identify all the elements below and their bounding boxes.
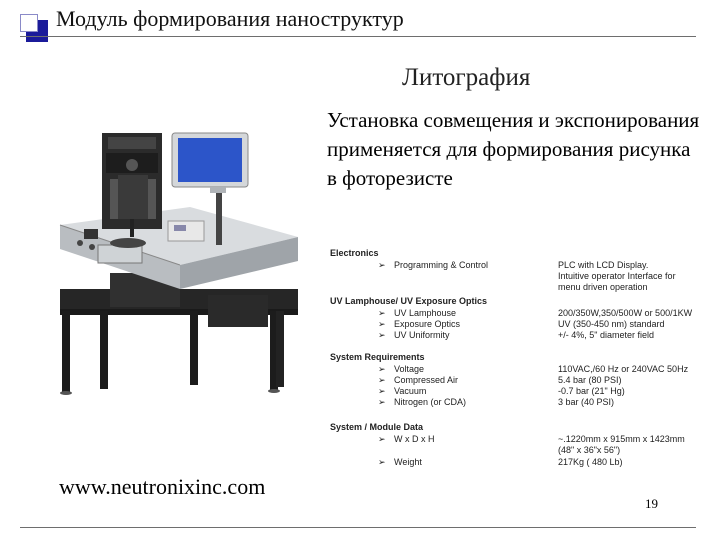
spec-label: Vacuum <box>394 386 427 396</box>
bullet-icon: ➢ <box>378 330 386 340</box>
description-text: Установка совмещения и экспонирования применяется для формирования рисунка в фоторезисте <box>327 108 700 190</box>
spec-label: Exposure Optics <box>394 319 461 329</box>
bullet-icon: ➢ <box>378 434 386 444</box>
spec-category-system: System Requirements <box>330 352 425 362</box>
bullet-icon: ➢ <box>378 319 386 329</box>
slide-title: Модуль формирования наноструктур <box>56 6 404 31</box>
spec-label: UV Lamphouse <box>394 308 457 318</box>
spec-value: 5.4 bar (80 PSI) <box>558 375 622 385</box>
spec-value: UV (350-450 nm) standard <box>558 319 665 329</box>
spec-value: +/- 4%, 5" diameter field <box>558 330 654 340</box>
spec-category-optics: UV Lamphouse/ UV Exposure Optics <box>330 296 488 306</box>
bullet-icon: ➢ <box>378 375 386 385</box>
specification-table <box>330 248 712 472</box>
bullet-icon: ➢ <box>378 260 386 270</box>
spec-label: Compressed Air <box>394 375 459 385</box>
bullet-icon: ➢ <box>378 364 386 374</box>
spec-label: UV Uniformity <box>394 330 450 340</box>
spec-category-electronics: Electronics <box>330 248 379 258</box>
bullet-icon: ➢ <box>378 397 386 407</box>
spec-value: menu driven operation <box>558 282 648 292</box>
bullet-icon: ➢ <box>378 386 386 396</box>
spec-label: W x D x H <box>394 434 435 444</box>
section-title: Литография <box>402 64 531 91</box>
mask-aligner-photo <box>40 125 312 395</box>
corner-square-outline <box>20 14 38 32</box>
spec-value: ~.1220mm x 915mm x 1423mm <box>558 434 685 444</box>
spec-value: -0.7 bar (21" Hg) <box>558 386 625 396</box>
spec-value: PLC with LCD Display. <box>558 260 649 270</box>
page-number: 19 <box>645 496 658 511</box>
spec-label: Voltage <box>394 364 425 374</box>
footer-divider <box>20 527 696 528</box>
spec-category-module: System / Module Data <box>330 422 424 432</box>
bullet-icon: ➢ <box>378 457 386 467</box>
spec-value: 3 bar (40 PSI) <box>558 397 615 407</box>
spec-value: 200/350W,350/500W or 500/1KW <box>558 308 693 318</box>
spec-value: 110VAC,/60 Hz or 240VAC 50Hz <box>558 364 689 374</box>
spec-value: Intuitive operator Interface for <box>558 271 676 281</box>
spec-label: Weight <box>394 457 422 467</box>
title-divider <box>20 36 696 37</box>
spec-label: Programming & Control <box>394 260 489 270</box>
spec-value: 217Kg ( 480 Lb) <box>558 457 623 467</box>
spec-label: Nitrogen (or CDA) <box>394 397 467 407</box>
spec-value: (48" x 36"x 56") <box>558 445 621 455</box>
bullet-icon: ➢ <box>378 308 386 318</box>
website-url: www.neutronixinc.com <box>59 474 266 499</box>
